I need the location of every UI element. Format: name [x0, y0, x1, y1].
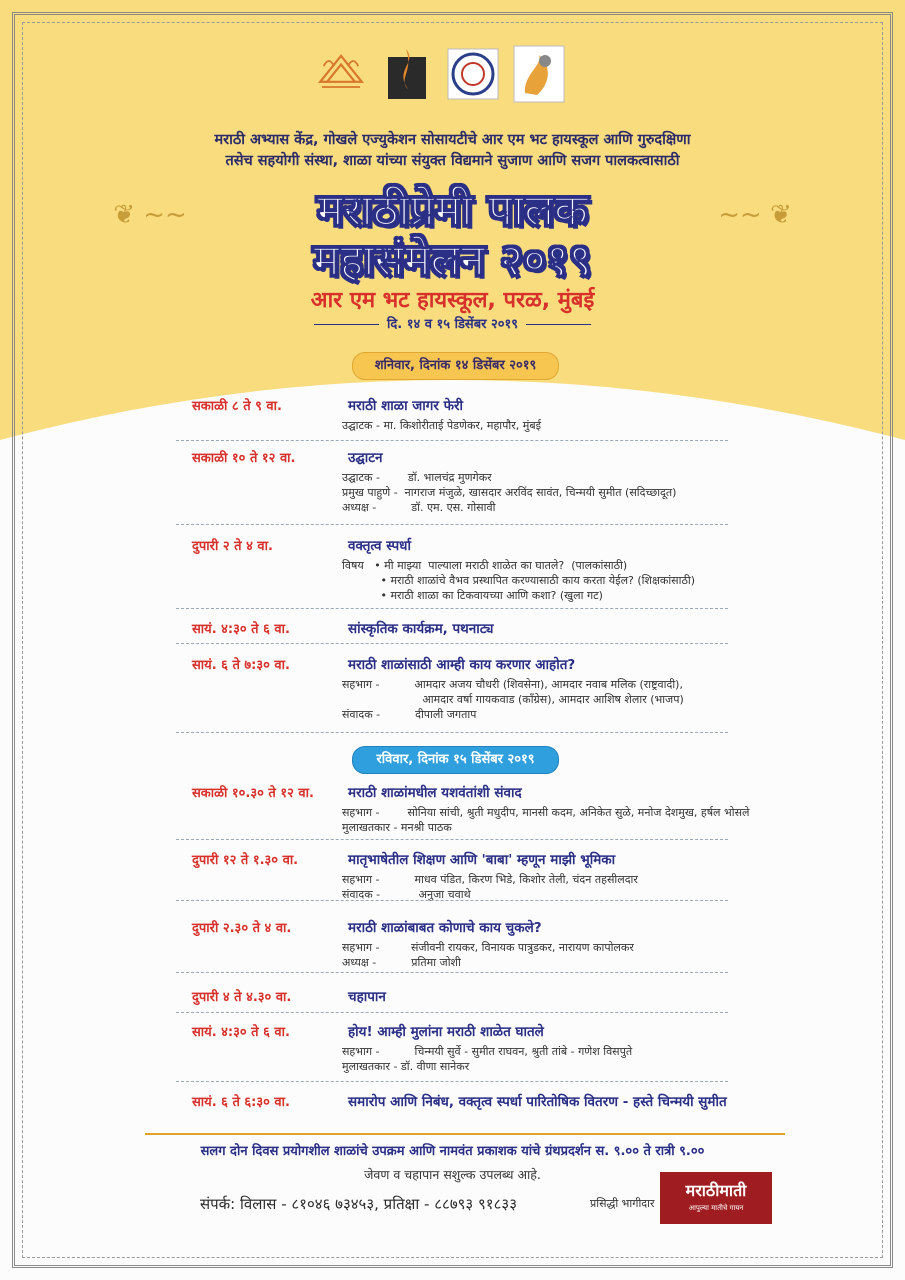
- session-title: होय! आम्ही मुलांना मराठी शाळेत घातले: [348, 1024, 544, 1040]
- venue: आर एम भट हायस्कूल, परळ, मुंबई: [310, 288, 595, 313]
- session-title: मातृभाषेतील शिक्षण आणि 'बाबा' म्हणून माझी भूमिका: [348, 852, 616, 868]
- contact-info: संपर्क: विलास - ८१०४६ ७३४५३, प्रतिक्षा - ८८७९३ ९१८३३: [200, 1195, 518, 1213]
- row-separator: [176, 900, 728, 901]
- session-time: दुपारी ४ ते ४.३० वा.: [192, 990, 292, 1005]
- session-time: सायं. ६ ते ६:३० वा.: [192, 1095, 290, 1110]
- session-time: दुपारी २.३० ते ४ वा.: [192, 921, 292, 936]
- session-title: वक्तृत्व स्पर्धा: [348, 538, 411, 554]
- logo-strip: [315, 45, 565, 103]
- session-detail: प्रमुख पाहुणे - नागराज मंजुळे, खासदार अरविंद सावंत, चिन्मयी सुमीत (सदिच्छादूत): [342, 486, 677, 499]
- session-detail: मुलाखतकार - मनश्री पाठक: [342, 821, 452, 834]
- schedule-row: [180, 918, 780, 969]
- partner-tagline: आपुल्या मातीचे गायन: [688, 1204, 744, 1212]
- row-separator: [176, 1012, 728, 1013]
- title-line-2: महासंमेलन २०१९: [313, 235, 592, 286]
- session-title: समारोप आणि निबंध, वक्तृत्व स्पर्धा पारितोषिक वितरण - हस्ते चिन्मयी सुमीत: [348, 1094, 727, 1110]
- publicity-partner-label: प्रसिद्धी भागीदार: [590, 1197, 655, 1210]
- session-detail: विषय • मी माझ्या पाल्याला मराठी शाळेत का घातले? (पालकांसाठी): [342, 559, 628, 572]
- food-note: जेवण व चहापान सशुल्क उपलब्ध आहे.: [364, 1167, 541, 1182]
- session-detail: सहभाग - माधव पंडित, किरण भिडे, किशोर तेली, चंदन तहसीलदार: [342, 873, 638, 886]
- session-detail: सहभाग - सोनिया सांची, श्रुती मधुदीप, मानसी कदम, अनिकेत सुळे, मनोज देशमुख, हर्षल भोसले: [342, 806, 750, 819]
- session-time: सकाळी १०.३० ते १२ वा.: [192, 786, 314, 801]
- date-rule-left: [314, 324, 379, 325]
- date-rule-right: [526, 324, 591, 325]
- row-separator: [176, 1081, 728, 1082]
- partner-name: मराठीमाती: [685, 1181, 747, 1200]
- session-time: सायं. ४:३० ते ६ वा.: [192, 1025, 290, 1040]
- session-time: सकाळी ८ ते ९ वा.: [192, 399, 282, 414]
- session-detail: मुलाखतकार - डॉ. वीणा सानेकर: [342, 1060, 470, 1073]
- intro-line-2: तसेच सहयोगी संस्था, शाळा यांच्या संयुक्त विद्यमाने सुजाण आणि सजग पालकत्वासाठी: [225, 153, 680, 169]
- row-separator: [176, 732, 728, 733]
- row-separator: [176, 839, 728, 840]
- day2-badge: रविवार, दिनांक १५ डिसेंबर २०१९: [352, 746, 559, 774]
- schedule-row: [180, 536, 780, 602]
- session-time: सकाळी १० ते १२ वा.: [192, 451, 296, 466]
- left-flourish-icon: ❦ ~~: [113, 200, 187, 230]
- session-title: चहापान: [348, 989, 386, 1005]
- session-detail: अध्यक्ष - प्रतिमा जोशी: [342, 956, 461, 969]
- session-detail: आमदार वर्षा गायकवाड (कॉंग्रेस), आमदार आशिष शेलार (भाजप): [342, 693, 684, 706]
- row-separator: [176, 608, 728, 609]
- session-detail: सहभाग - संजीवनी रायकर, विनायक पात्रुडकर, नारायण कापोलकर: [342, 941, 634, 954]
- session-title: मराठी शाळांबाबत कोणाचे काय चुकले?: [348, 920, 542, 936]
- school-seal-icon: [447, 45, 499, 103]
- gokhale-society-logo-icon: [315, 45, 367, 103]
- session-time: दुपारी २ ते ४ वा.: [192, 539, 273, 554]
- session-detail: उद्घाटक - मा. किशोरीताई पेडणेकर, महापौर, मुंबई: [342, 419, 541, 432]
- event-dates: [280, 314, 625, 332]
- row-separator: [176, 643, 728, 644]
- day1-badge: शनिवार, दिनांक १४ डिसेंबर २०१९: [352, 352, 559, 380]
- session-time: सायं. ६ ते ७:३० वा.: [192, 658, 290, 673]
- event-title: [180, 186, 725, 286]
- intro-text: [60, 130, 845, 172]
- session-title: उद्घाटन: [348, 450, 383, 466]
- schedule-row: [180, 1022, 780, 1073]
- session-detail: सहभाग - आमदार अजय चौधरी (शिवसेना), आमदार नवाब मलिक (राष्ट्रवादी),: [342, 678, 683, 691]
- schedule-row: [180, 396, 780, 432]
- schedule-row: [180, 619, 780, 639]
- dates-text: दि. १४ व १५ डिसेंबर २०१९: [387, 317, 518, 332]
- schedule-row: [180, 655, 780, 721]
- intro-line-1: मराठी अभ्यास केंद्र, गोखले एज्युकेशन सोसायटीचे आर एम भट हायस्कूल आणि गुरुदक्षिणा: [214, 132, 691, 148]
- session-title: मराठी शाळांमधील यशवंतांशी संवाद: [348, 785, 522, 801]
- session-detail: • मराठी शाळांचे वैभव प्रस्थापित करण्यासाठी काय करता येईल? (शिक्षकांसाठी): [342, 574, 696, 587]
- session-time: सायं. ४:३० ते ६ वा.: [192, 622, 290, 637]
- session-title: मराठी शाळा जागर फेरी: [348, 398, 464, 414]
- title-line-1: मराठीप्रेमी पालक: [317, 185, 588, 236]
- footer-rule: [145, 1133, 785, 1135]
- session-detail: संवादक - दीपाली जगताप: [342, 708, 477, 721]
- schedule-row: [180, 448, 780, 514]
- session-title: मराठी शाळांसाठी आम्ही काय करणार आहोत?: [348, 657, 576, 673]
- session-detail: अध्यक्ष - डॉ. एम. एस. गोसावी: [342, 501, 496, 514]
- row-separator: [176, 440, 728, 441]
- exhibition-note: सलग दोन दिवस प्रयोगशील शाळांचे उपक्रम आणि नामवंत प्रकाशक यांचे ग्रंथप्रदर्शन स. ९.०० ते रात्री ९.००: [200, 1144, 705, 1159]
- right-flourish-icon: ~~ ❦: [718, 200, 792, 230]
- schedule-row: [180, 1092, 780, 1112]
- session-detail: • मराठी शाळा का टिकवायच्या आणि कशा? (खुला गट): [342, 589, 603, 602]
- session-detail: संवादक - अनुजा चवाथे: [342, 888, 471, 901]
- marathi-abhyas-kendra-logo-icon: [513, 45, 565, 103]
- row-separator: [176, 972, 728, 973]
- schedule-row: [180, 783, 780, 834]
- session-title: सांस्कृतिक कार्यक्रम, पथनाट्य: [348, 621, 494, 637]
- schedule-row: [180, 987, 780, 1007]
- session-detail: सहभाग - चिन्मयी सुर्वे - सुमीत राघवन, श्रुती तांबे - गणेश विसपुते: [342, 1045, 633, 1058]
- marathimati-logo: [660, 1172, 772, 1224]
- session-time: दुपारी १२ ते १.३० वा.: [192, 853, 299, 868]
- flame-logo-icon: [381, 45, 433, 103]
- row-separator: [176, 524, 728, 525]
- schedule-row: [180, 850, 780, 901]
- session-detail: उद्घाटक - डॉ. भालचंद्र मुणगेकर: [342, 471, 492, 484]
